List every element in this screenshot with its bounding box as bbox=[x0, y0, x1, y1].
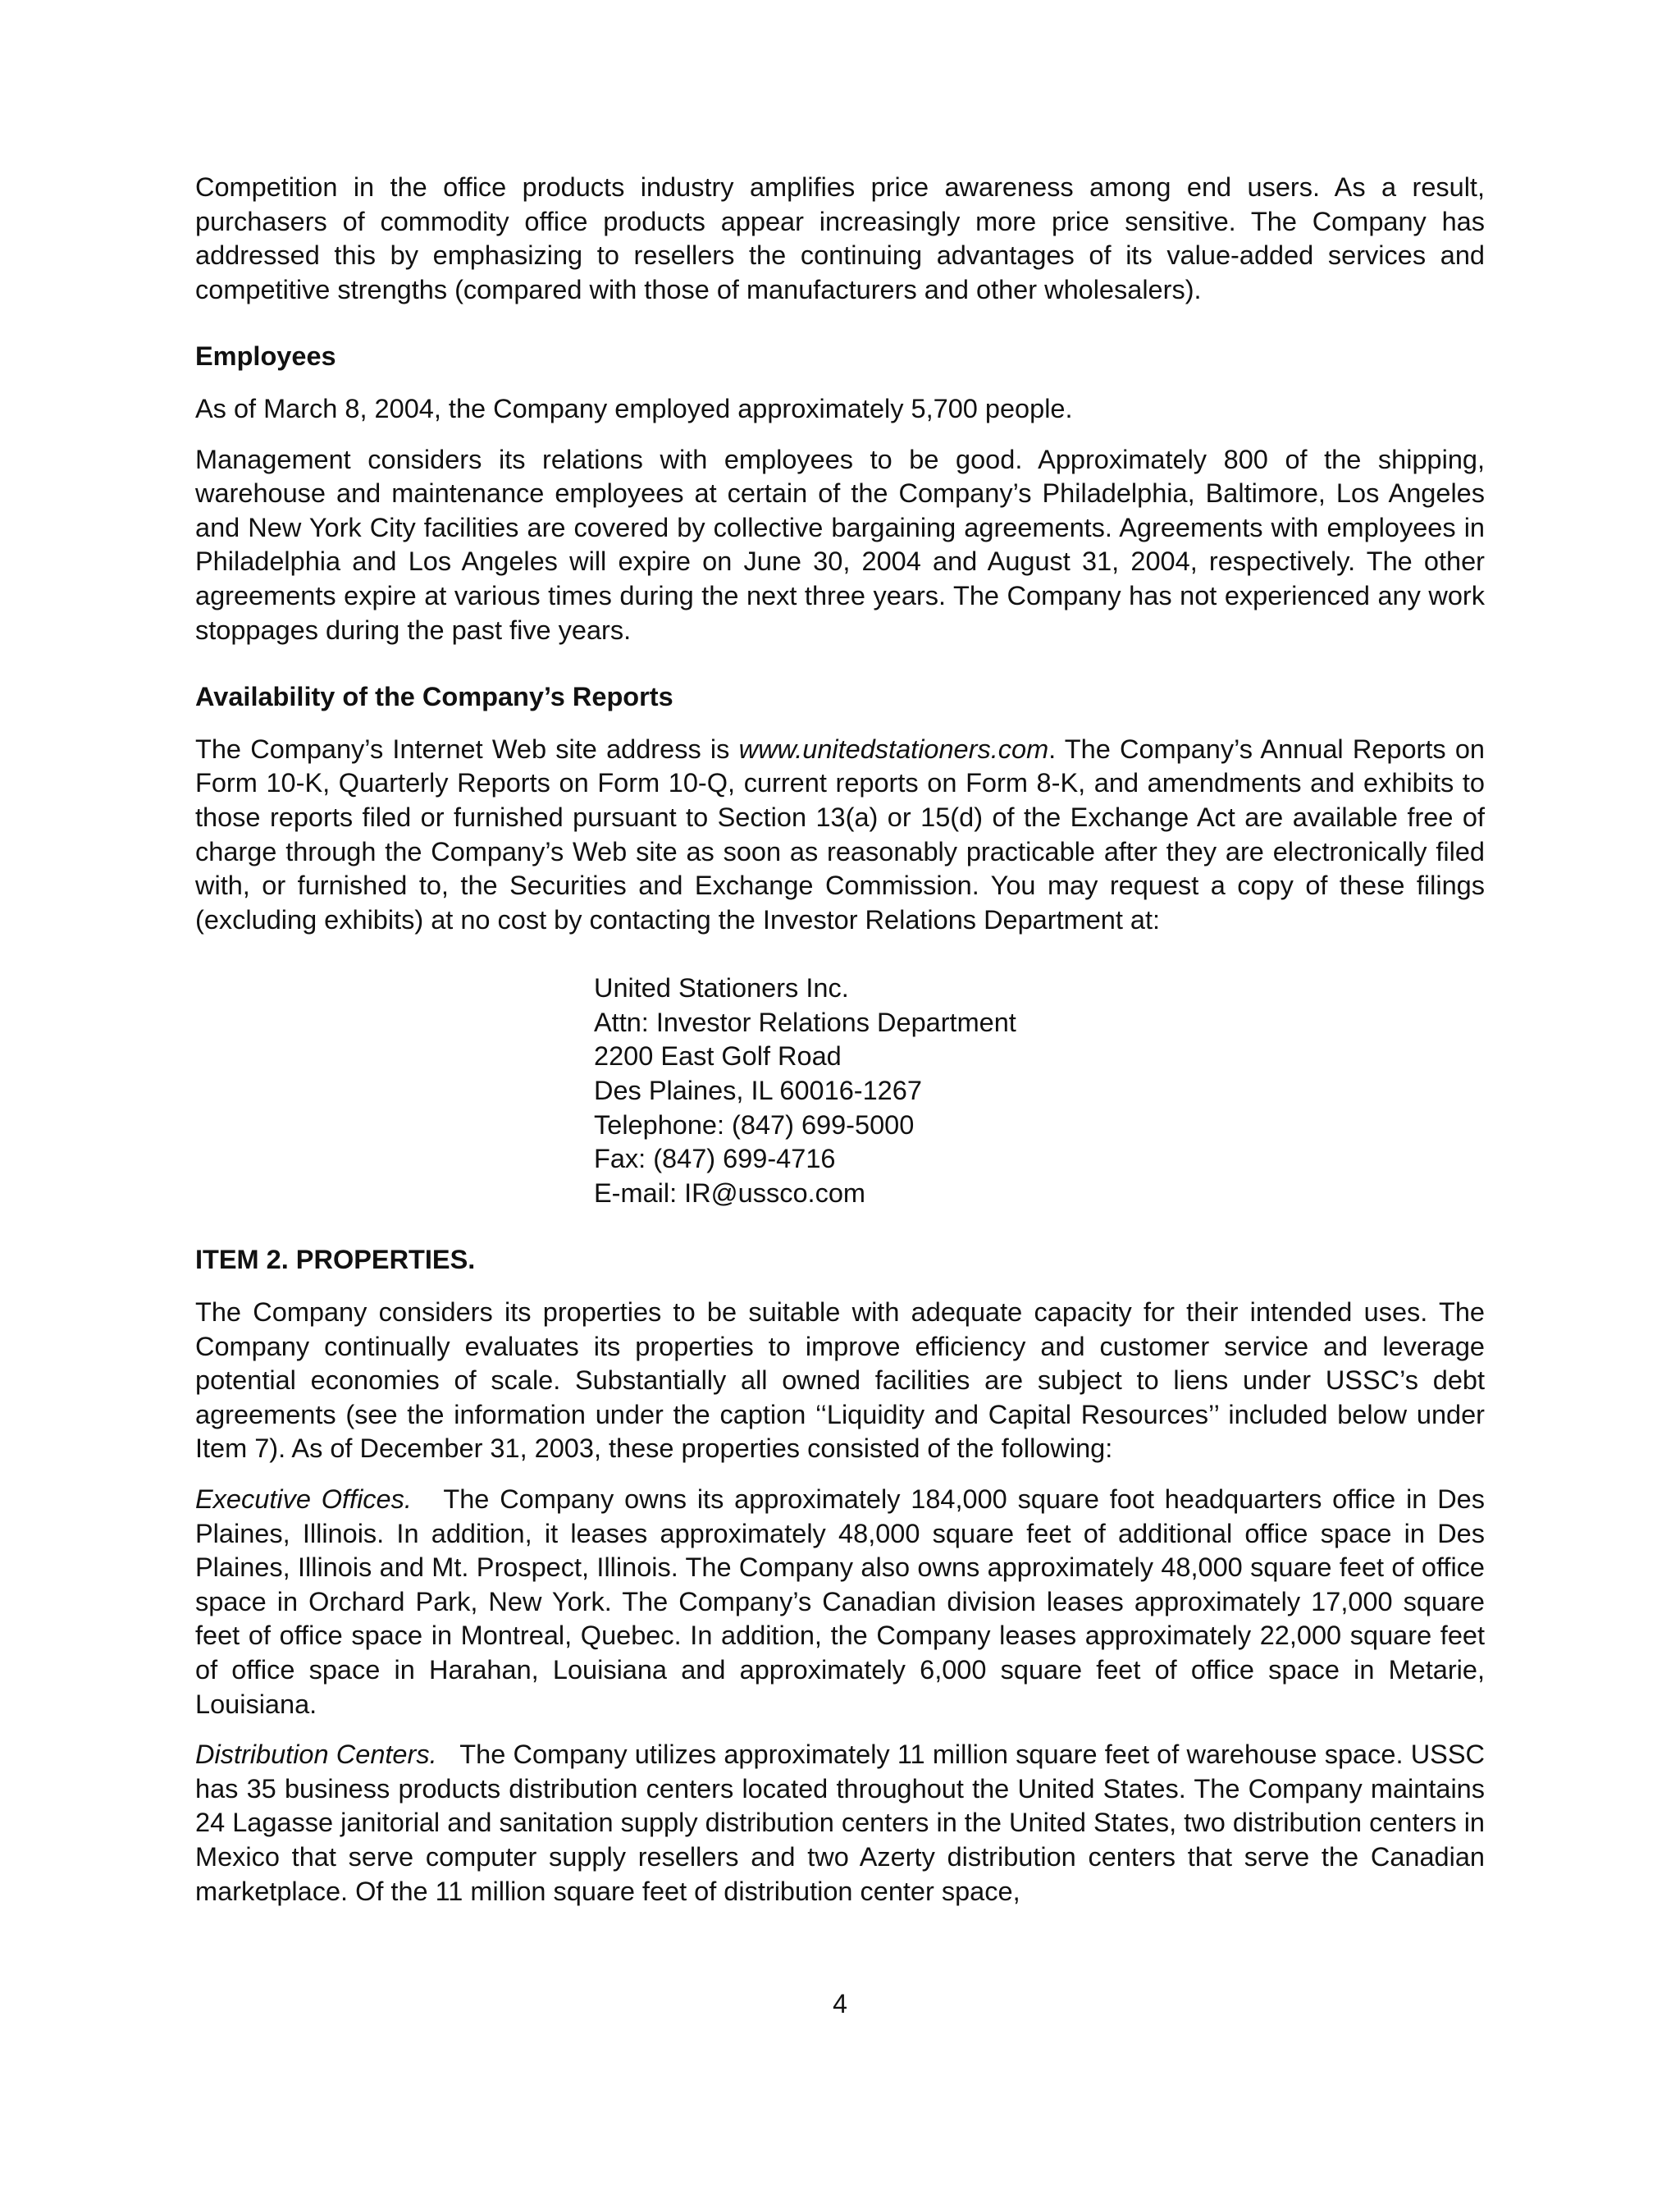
address-city: Des Plaines, IL 60016-1267 bbox=[594, 1076, 922, 1106]
reports-paragraph bbox=[195, 733, 1485, 938]
distribution-centers-text: The Company utilizes approximately 11 million square feet of warehouse space. USSC has 35 business products distribution centers located throughout the United States. The Company maintains 24 Lagasse janitorial and sanitation supply distribution centers in the United States, two distribution centers in Mexico that serve computer supply resellers and two Azerty distribution centers that serve the Canadian marketplace. Of the 11 million square feet of distribution center space, bbox=[195, 1740, 1485, 1906]
executive-offices-paragraph bbox=[195, 1483, 1485, 1721]
intro-paragraph: Competition in the office products industry amplifies price awareness among end users. As a result, purchasers of commodity office products appear increasingly more price sensitive. The Company has addressed this by emphasizing to resellers the continuing advantages of its value-added services and competitive strengths (compared with those of manufacturers and other wholesalers). bbox=[195, 172, 1485, 304]
distribution-centers-lead: Distribution Centers. bbox=[195, 1740, 437, 1770]
properties-paragraph: The Company considers its properties to be suitable with adequate capacity for their intended uses. The Company continually evaluates its properties to improve efficiency and customer service and leverage potential economies of scale. Substantially all owned facilities are subject to liens under USSC’s debt agreements (see the information under the caption ‘‘Liquidity and Capital Resources’’ included below under Item 7). As of December 31, 2003, these properties consisted of the following: bbox=[195, 1297, 1485, 1464]
executive-offices-lead: Executive Offices. bbox=[195, 1484, 412, 1514]
reports-heading: Availability of the Company’s Reports bbox=[195, 682, 673, 712]
address-street: 2200 East Golf Road bbox=[594, 1041, 842, 1072]
distribution-centers-paragraph bbox=[195, 1738, 1485, 1909]
employees-heading: Employees bbox=[195, 341, 336, 372]
address-telephone: Telephone: (847) 699-5000 bbox=[594, 1109, 915, 1140]
document-page bbox=[195, 171, 1485, 1909]
website-url: www.unitedstationers.com bbox=[738, 734, 1049, 764]
address-fax: Fax: (847) 699-4716 bbox=[594, 1144, 836, 1174]
reports-text-end: . The Company’s Annual Reports on Form 10-K, Quarterly Reports on Form 10-Q, current reports on Form 8-K, and amendments and exhibits to those reports filed or furnished pursuant to Section 13(a) or 15(d) of the Exchange Act are available free of charge through the Company’s Web site as soon as reasonably practicable after they are electronically filed with, or furnished to, the Securities and Exchange Commission. You may request a copy of these filings (excluding exhibits) at no cost by contacting the Investor Relations Department at: bbox=[195, 734, 1485, 935]
investor-relations-address bbox=[594, 972, 1485, 1210]
reports-text-start: The Company’s Internet Web site address is bbox=[195, 734, 739, 764]
address-attn: Attn: Investor Relations Department bbox=[594, 1007, 1016, 1037]
address-email: E-mail: IR@ussco.com bbox=[594, 1177, 865, 1208]
address-company: United Stationers Inc. bbox=[594, 973, 849, 1004]
properties-heading: ITEM 2. PROPERTIES. bbox=[195, 1245, 476, 1275]
employees-count-paragraph: As of March 8, 2004, the Company employed approximately 5,700 people. bbox=[195, 393, 1073, 423]
page-number: 4 bbox=[833, 1989, 847, 2019]
executive-offices-text: The Company owns its approximately 184,000 square foot headquarters office in Des Plaines, Illinois. In addition, it leases approximately 48,000 square feet of additional office space in Des Plaines, Illinois and Mt. Prospect, Illinois. The Company also owns approximately 48,000 square feet of office space in Orchard Park, New York. The Company’s Canadian division leases approximately 17,000 square feet of office space in Montreal, Quebec. In addition, the Company leases approximately 22,000 square feet of office space in Harahan, Louisiana and approximately 6,000 square feet of office space in Metarie, Louisiana. bbox=[195, 1484, 1485, 1719]
employees-relations-paragraph: Management considers its relations with employees to be good. Approximately 800 of the shipping, warehouse and maintenance employees at certain of the Company’s Philadelphia, Baltimore, Los Angeles and New York City facilities are covered by collective bargaining agreements. Agreements with employees in Philadelphia and Los Angeles will expire on June 30, 2004 and August 31, 2004, respectively. The other agreements expire at various times during the next three years. The Company has not experienced any work stoppages during the past five years. bbox=[195, 444, 1485, 645]
